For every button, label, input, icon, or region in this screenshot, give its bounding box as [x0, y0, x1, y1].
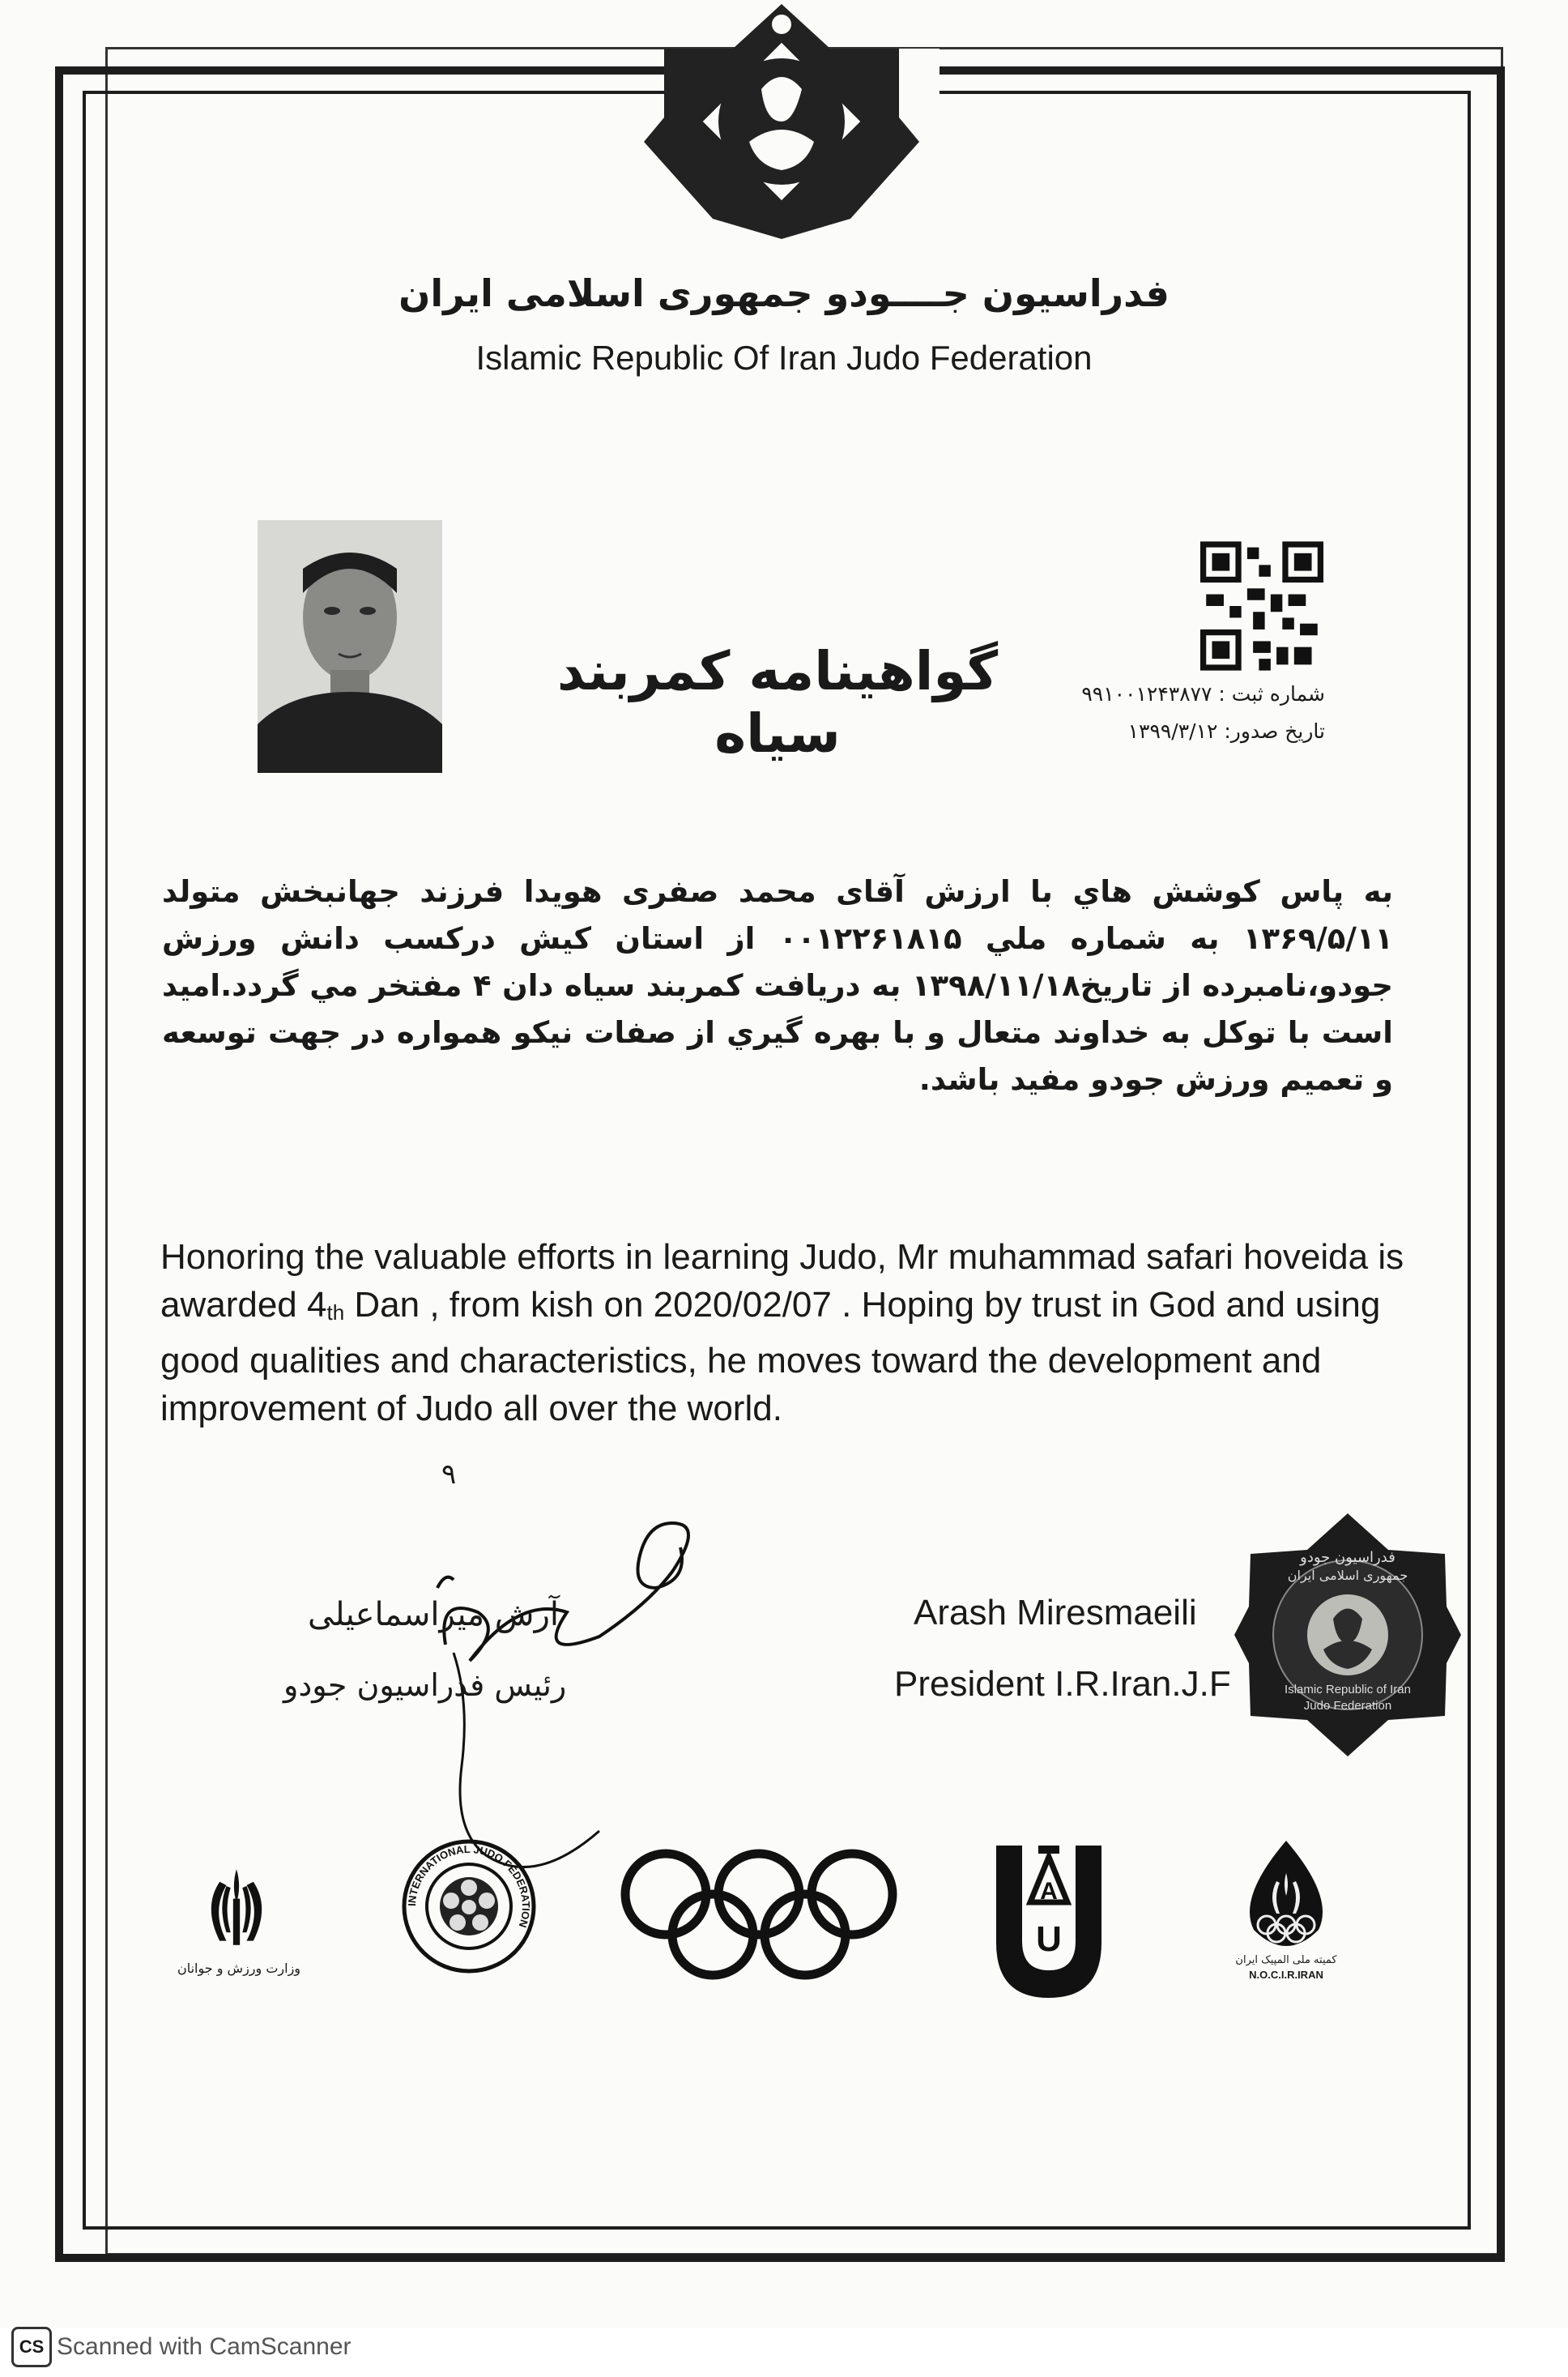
federation-title-en: Islamic Republic Of Iran Judo Federation — [475, 339, 1093, 377]
certificate-body-en — [160, 1233, 1408, 1432]
signatory-role-en: President I.R.Iran.J.F — [894, 1664, 1231, 1704]
certificate-body-fa: به پاس کوشش هاي با ارزش آقای محمد صفری هویدا فرزند جهانبخش متولد ۱۳۶۹/۵/۱۱ به شماره ملي ۰۰۱۲۲۶۱۸۱۵ از استان کیش درکسب دانش ورزش جودو،نامبرده از تاریخ۱۳۹۸/۱۱/۱۸ به دریافت کمربند سیاه دان ۴ مفتخر مي گردد.امید است با توکل به خداوند متعال و با بهره گيري از صفات نیکو همواره در جهت توسعه و تعمیم ورزش جودو مفید باشد. — [162, 874, 1393, 1097]
federation-title-fa: فدراسیون جــــودو جمهوری اسلامی ایران — [398, 271, 1170, 315]
seal-text-en-1: Islamic Republic of Iran — [1285, 1683, 1411, 1696]
sponsor-logos-row — [0, 1823, 1568, 2033]
qr-code — [1200, 541, 1323, 671]
iran-emblem-icon — [194, 1865, 279, 1949]
registration-number: شماره ثبت : ۹۹۱۰۰۱۲۴۳۸۷۷ — [1081, 682, 1325, 706]
noc-caption-fa: کمیته ملی المپیک ایران — [1235, 1954, 1337, 1966]
holder-photo — [258, 520, 442, 773]
olympic-rings-icon — [617, 1846, 901, 1983]
signatory-name-fa: آرش میراسماعیلی — [308, 1596, 559, 1633]
handwritten-mark: ۹ — [441, 1458, 457, 1491]
ministry-caption: وزارت ورزش و جوانان — [177, 1961, 301, 1976]
signatory-role-fa: رئیس فدراسیون جودو — [283, 1667, 567, 1703]
federation-emblem — [640, 0, 923, 243]
au-letter-a: A — [1040, 1878, 1058, 1905]
ijf-ring-text: INTERNATIONAL JUDO FEDERATION — [405, 1842, 533, 1930]
seal-text-fa-1: فدراسیون جودو — [1300, 1549, 1395, 1566]
noc-iran-logo — [1239, 1841, 1333, 1954]
body-en-ordinal: th — [326, 1300, 345, 1325]
signatory-name-en: Arash Miresmaeili — [914, 1593, 1197, 1632]
camscanner-logo: CS — [11, 2327, 52, 2367]
seal-text-en-2: Judo Federation — [1303, 1699, 1392, 1713]
noc-caption-en: N.O.C.I.R.IRAN — [1249, 1969, 1323, 1981]
seal-text-fa-2: جمهوری اسلامی ایران — [1287, 1568, 1408, 1583]
ijf-logo — [402, 1839, 536, 1974]
federation-seal — [1234, 1513, 1461, 1756]
certificate-title: گواهینامه کمربند سیاه — [556, 640, 999, 765]
asian-union-logo — [990, 1846, 1108, 1998]
body-en-part2: Dan , from kish on 2020/02/07 . Hoping by trust in God and using good qualities and characteristics, he moves toward the development and improvement of Judo all over the world. — [160, 1285, 1381, 1428]
camscanner-text: Scanned with CamScanner — [57, 2333, 352, 2360]
issue-date: تاریخ صدور: ۱۳۹۹/۳/۱۲ — [1127, 719, 1325, 743]
body-en-part1: Honoring the valuable efforts in learning Judo, Mr muhammad safari hoveida is awarded 4 — [160, 1237, 1404, 1325]
au-letter-u: U — [1036, 1919, 1062, 1959]
